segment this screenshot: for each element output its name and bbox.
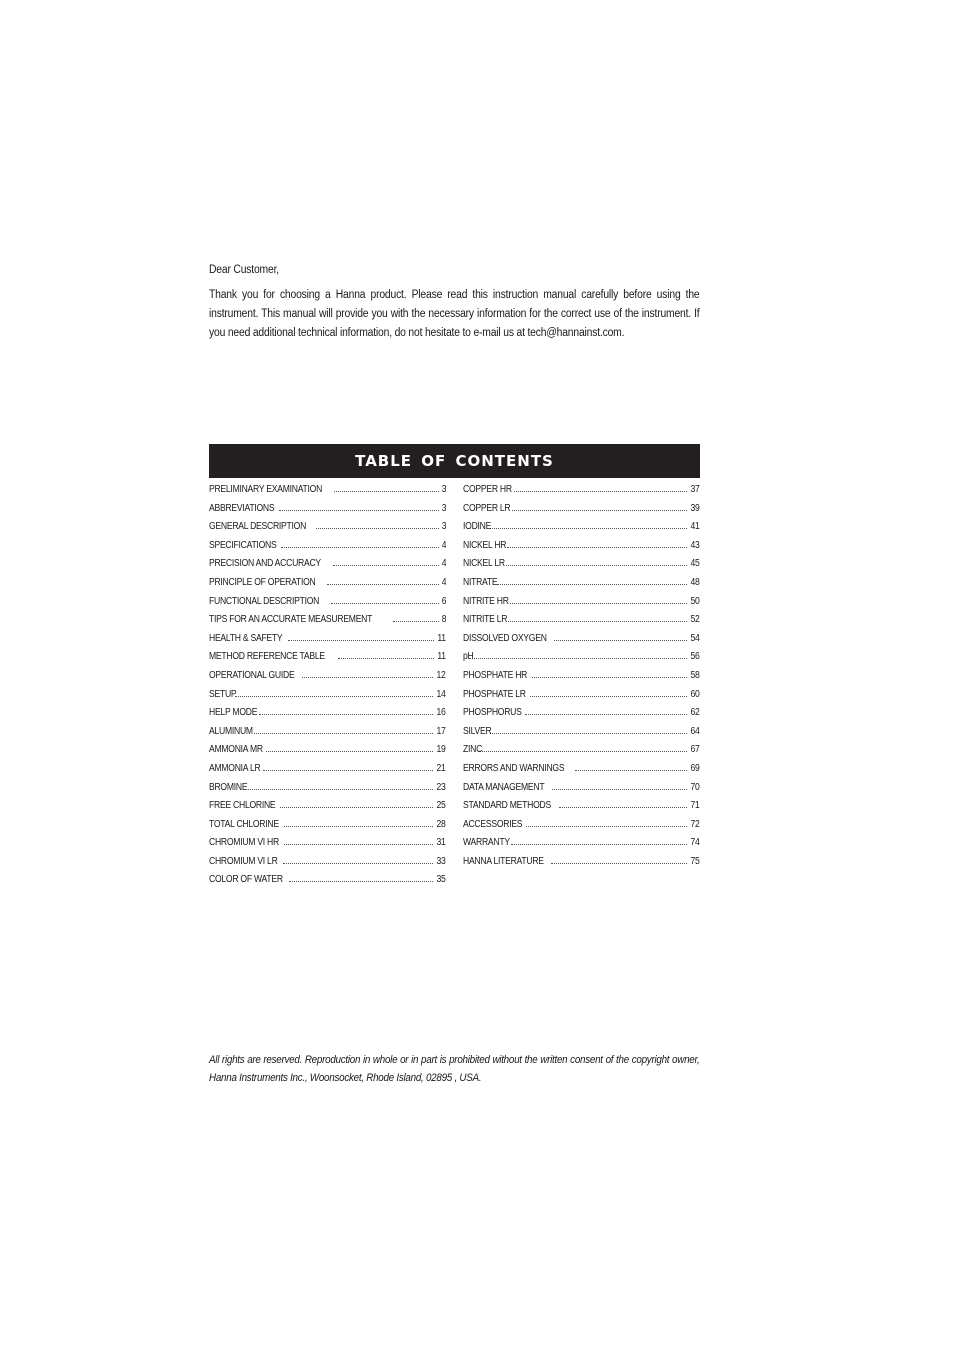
toc-entry[interactable]	[463, 856, 700, 875]
toc-dot-leader	[302, 677, 433, 678]
toc-dot-leader	[331, 603, 439, 604]
toc-entry[interactable]	[463, 651, 700, 670]
toc-dot-leader	[506, 565, 688, 566]
greeting: Dear Customer,	[209, 264, 279, 276]
toc-entry-page: 39	[690, 502, 700, 514]
toc-entry-label: HANNA LITERATURE	[463, 855, 544, 867]
toc-dot-leader	[490, 733, 687, 734]
toc-entry-label: PHOSPHORUS	[463, 707, 522, 719]
toc-entry-label: SPECIFICATIONS	[209, 539, 277, 551]
toc-entry-page: 70	[690, 781, 700, 793]
toc-entry-label: CHROMIUM VI LR	[209, 855, 278, 867]
toc-entry[interactable]	[463, 819, 700, 838]
toc-entry-page: 21	[436, 762, 446, 774]
toc-entry-page: 4	[441, 539, 446, 551]
toc-dot-leader	[281, 547, 438, 548]
toc-entry[interactable]	[463, 503, 700, 522]
toc-dot-leader	[288, 640, 434, 641]
toc-entry-page: 16	[436, 707, 446, 719]
toc-dot-leader	[526, 826, 688, 827]
toc-entry-page: 54	[690, 632, 700, 644]
toc-entry-page: 67	[690, 744, 700, 756]
toc-entry[interactable]	[463, 837, 700, 856]
toc-dot-leader	[248, 789, 434, 790]
copyright-notice: All rights are reserved. Reproduction in whole or in part is prohibited without the written consent of the copyright owner, Hanna Instruments Inc., Woonsocket, Rhode Island, 02895 , USA.	[209, 1054, 700, 1084]
toc-entry-label: DISSOLVED OXYGEN	[463, 632, 547, 644]
toc-entry-label: PRINCIPLE OF OPERATION	[209, 576, 316, 588]
toc-entry-page: 4	[441, 576, 446, 588]
toc-entry-page: 6	[441, 595, 446, 607]
toc-entry-label: IODINE	[463, 521, 492, 533]
toc-entry-page: 3	[441, 484, 446, 495]
toc-entry-page: 56	[690, 651, 700, 663]
toc-entry[interactable]	[209, 614, 446, 633]
toc-dot-leader	[469, 658, 687, 659]
toc-entry-page: 14	[436, 688, 446, 700]
toc-entry[interactable]	[209, 670, 446, 689]
toc-entry-label: TOTAL CHLORINE	[209, 818, 279, 830]
toc-entry[interactable]	[209, 707, 446, 726]
toc-entry-label: HEALTH & SAFETY	[209, 632, 283, 644]
toc-entry[interactable]	[463, 670, 700, 689]
toc-dot-leader	[333, 565, 439, 566]
toc-entry-page: 58	[690, 669, 700, 681]
toc-entry-page: 4	[441, 558, 446, 570]
toc-dot-leader	[490, 528, 688, 529]
toc-entry-label: GENERAL DESCRIPTION	[209, 521, 307, 533]
toc-entry[interactable]	[463, 596, 700, 615]
toc-entry-page: 19	[436, 744, 446, 756]
toc-entry-page: 8	[441, 614, 446, 626]
toc-dot-leader	[551, 863, 688, 864]
toc-dot-leader	[575, 770, 688, 771]
toc-column-right	[463, 484, 700, 874]
toc-entry-page: 11	[437, 632, 446, 644]
toc-entry[interactable]	[209, 744, 446, 763]
toc-entry-label: TIPS FOR AN ACCURATE MEASUREMENT	[209, 614, 373, 626]
toc-entry[interactable]	[209, 633, 446, 652]
toc-entry[interactable]	[209, 837, 446, 856]
toc-entry-label: NICKEL LR	[463, 558, 505, 570]
toc-entry[interactable]	[463, 707, 700, 726]
toc-entry[interactable]	[463, 484, 700, 503]
toc-dot-leader	[266, 751, 434, 752]
toc-entry[interactable]	[463, 689, 700, 708]
toc-entry-page: 31	[436, 837, 446, 849]
toc-dot-leader	[393, 621, 439, 622]
toc-entry-label: STANDARD METHODS	[463, 800, 551, 812]
toc-entry-label: DATA MANAGEMENT	[463, 781, 545, 793]
toc-entry-label: pH	[463, 651, 474, 663]
toc-entry-label: WARRANTY	[463, 837, 510, 849]
toc-entry[interactable]	[463, 577, 700, 596]
toc-title: TABLE OF CONTENTS	[355, 452, 554, 470]
toc-entry-label: CHROMIUM VI HR	[209, 837, 279, 849]
toc-entry-label: COLOR OF WATER	[209, 874, 283, 886]
toc-dot-leader	[532, 677, 688, 678]
toc-dot-leader	[559, 807, 687, 808]
toc-entry-page: 3	[441, 521, 446, 533]
toc-entry-page: 3	[441, 502, 446, 514]
toc-dot-leader	[289, 881, 434, 882]
toc-dot-leader	[235, 696, 434, 697]
toc-entry[interactable]	[209, 558, 446, 577]
toc-entry-label: SILVER	[463, 725, 492, 737]
toc-entry-page: 41	[690, 521, 700, 533]
toc-entry-label: AMMONIA MR	[209, 744, 263, 756]
toc-dot-leader	[512, 510, 687, 511]
toc-entry-page: 25	[436, 800, 446, 812]
toc-entry[interactable]	[209, 800, 446, 819]
toc-entry-page: 60	[690, 688, 700, 700]
toc-entry[interactable]	[463, 744, 700, 763]
toc-entry-page: 52	[690, 614, 700, 626]
toc-entry[interactable]	[209, 651, 446, 670]
toc-entry[interactable]	[209, 819, 446, 838]
toc-entry-page: 62	[690, 707, 700, 719]
toc-entry[interactable]	[209, 726, 446, 745]
toc-dot-leader	[283, 863, 434, 864]
toc-entry[interactable]	[209, 503, 446, 522]
toc-entry-label: NITRITE LR	[463, 614, 508, 626]
toc-dot-leader	[259, 714, 433, 715]
toc-entry-page: 28	[436, 818, 446, 830]
toc-dot-leader	[552, 789, 688, 790]
toc-dot-leader	[508, 621, 687, 622]
toc-entry[interactable]	[209, 596, 446, 615]
toc-entry-label: METHOD REFERENCE TABLE	[209, 651, 325, 663]
toc-entry-label: AMMONIA LR	[209, 762, 261, 774]
toc-entry[interactable]	[209, 782, 446, 801]
toc-dot-leader	[338, 658, 435, 659]
toc-entry-page: 35	[436, 874, 446, 886]
toc-entry-page: 64	[690, 725, 700, 737]
toc-dot-leader	[327, 584, 439, 585]
toc-entry-page: 17	[436, 725, 446, 737]
toc-entry-page: 43	[690, 539, 700, 551]
toc-entry[interactable]	[463, 558, 700, 577]
toc-dot-leader	[514, 491, 688, 492]
toc-entry-page: 71	[690, 800, 700, 812]
toc-entry[interactable]	[463, 763, 700, 782]
toc-entry[interactable]	[463, 800, 700, 819]
toc-entry-label: OPERATIONAL GUIDE	[209, 669, 295, 681]
toc-entry-label: BROMINE	[209, 781, 248, 793]
toc-entry[interactable]	[463, 614, 700, 633]
toc-entry-label: PHOSPHATE HR	[463, 669, 528, 681]
toc-entry[interactable]	[463, 521, 700, 540]
toc-entry-page: 48	[690, 576, 700, 588]
toc-entry-label: FUNCTIONAL DESCRIPTION	[209, 595, 320, 607]
toc-entry-label: PHOSPHATE LR	[463, 688, 526, 700]
toc-entry[interactable]	[463, 782, 700, 801]
toc-dot-leader	[530, 696, 688, 697]
toc-entry-page: 37	[690, 484, 700, 495]
toc-entry[interactable]	[209, 856, 446, 875]
toc-entry-page: 50	[690, 595, 700, 607]
toc-entry-label: NICKEL HR	[463, 539, 507, 551]
toc-entry-label: FREE CHLORINE	[209, 800, 276, 812]
toc-entry-page: 12	[436, 669, 446, 681]
toc-entry-label: COPPER LR	[463, 502, 511, 514]
toc-dot-leader	[284, 826, 433, 827]
toc-dot-leader	[334, 491, 438, 492]
toc-dot-leader	[510, 603, 687, 604]
toc-entry[interactable]	[209, 577, 446, 596]
toc-entry-label: ZINC	[463, 744, 483, 756]
toc-column-left	[209, 484, 446, 893]
toc-dot-leader	[497, 584, 688, 585]
toc-entry-page: 45	[690, 558, 700, 570]
intro-paragraph: Thank you for choosing a Hanna product. Please read this instruction manual carefully before using the instrument. This manual will provide you with the necessary information for the correct use of the instrument. If you need additional technical information, do not hesitate to e-mail us at tech@hannainst.com.	[209, 289, 700, 339]
toc-dot-leader	[279, 510, 439, 511]
toc-entry-label: NITRITE HR	[463, 595, 509, 607]
toc-entry[interactable]	[209, 540, 446, 559]
toc-entry[interactable]	[463, 726, 700, 745]
toc-entry[interactable]	[209, 521, 446, 540]
toc-dot-leader	[511, 844, 687, 845]
toc-entry[interactable]	[463, 540, 700, 559]
toc-entry-label: ERRORS AND WARNINGS	[463, 762, 565, 774]
toc-entry-label: NITRATE	[463, 576, 498, 588]
toc-dot-leader	[316, 528, 439, 529]
toc-entry-label: ALUMINUM	[209, 725, 253, 737]
toc-dot-leader	[525, 714, 687, 715]
toc-entry-label: ACCESSORIES	[463, 818, 523, 830]
toc-entry-label: PRELIMINARY EXAMINATION	[209, 484, 323, 495]
toc-entry[interactable]	[463, 633, 700, 652]
toc-entry-page: 69	[690, 762, 700, 774]
toc-dot-leader	[254, 733, 434, 734]
toc-dot-leader	[507, 547, 687, 548]
toc-entry[interactable]	[209, 763, 446, 782]
toc-entry-page: 23	[436, 781, 446, 793]
toc-entry-label: SETUP	[209, 688, 237, 700]
toc-entry-label: ABBREVIATIONS	[209, 502, 275, 514]
toc-entry[interactable]	[209, 874, 446, 893]
toc-entry-page: 72	[690, 818, 700, 830]
toc-entry-page: 75	[690, 855, 700, 867]
toc-entry-label: PRECISION AND ACCURACY	[209, 558, 321, 570]
toc-entry-label: COPPER HR	[463, 484, 512, 495]
toc-entry[interactable]	[209, 484, 446, 503]
toc-entry-page: 74	[690, 837, 700, 849]
toc-entry-label: HELP MODE	[209, 707, 258, 719]
toc-dot-leader	[554, 640, 687, 641]
toc-entry-page: 33	[436, 855, 446, 867]
toc-dot-leader	[280, 807, 433, 808]
toc-entry-page: 11	[437, 651, 446, 663]
toc-dot-leader	[284, 844, 433, 845]
toc-entry[interactable]	[209, 689, 446, 708]
toc-dot-leader	[479, 751, 687, 752]
toc-dot-leader	[263, 770, 434, 771]
toc-header	[209, 444, 700, 478]
